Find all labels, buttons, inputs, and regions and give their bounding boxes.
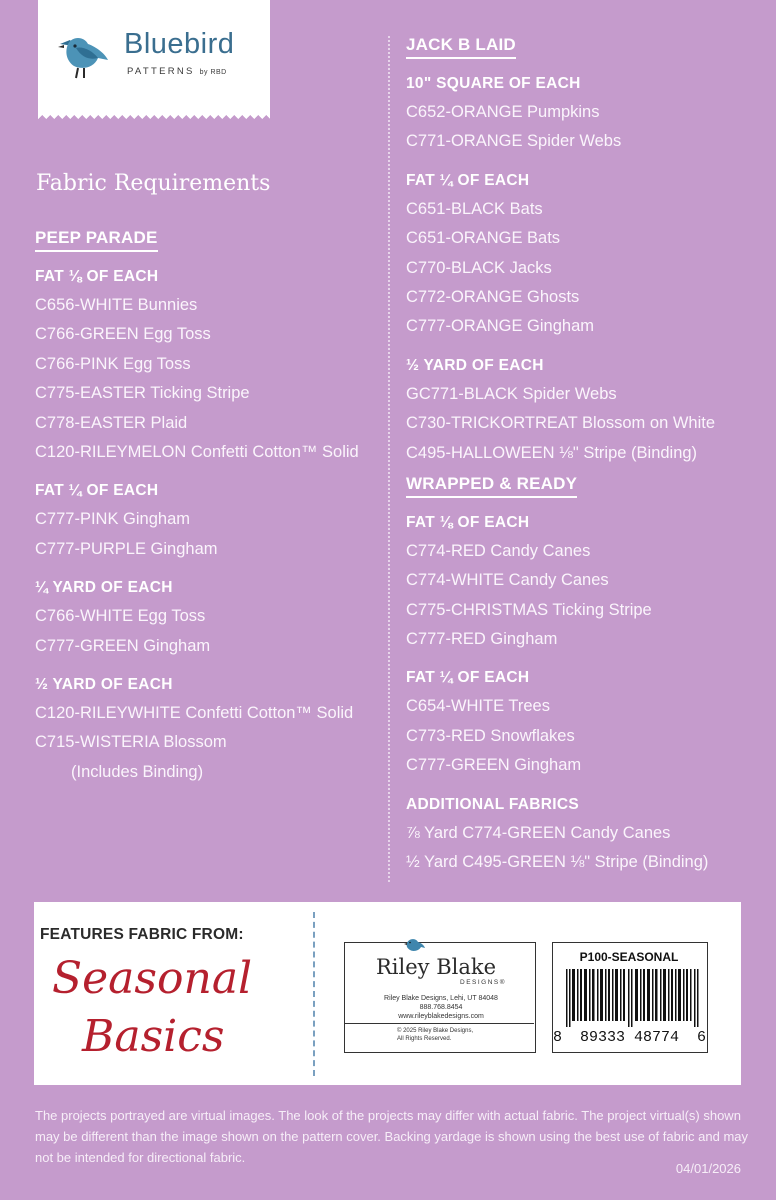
group-heading: ADDITIONAL FABRICS: [406, 795, 580, 813]
fabric-item: C120-RILEYWHITE Confetti Cotton™ Solid: [35, 703, 354, 722]
group-heading: FAT ¼ OF EACH: [406, 669, 530, 687]
group-quarter-yard: [35, 573, 359, 661]
fabric-item: C777-GREEN Gingham: [35, 636, 211, 655]
group-half-yard: [406, 351, 715, 468]
section-title-peep-parade: PEEP PARADE: [35, 228, 158, 252]
fabric-item: C775-CHRISTMAS Ticking Stripe: [406, 600, 652, 619]
group-heading: FAT ⅛ OF EACH: [35, 268, 159, 285]
brand-subtitle: [127, 66, 227, 77]
features-label: FEATURES FABRIC FROM:: [40, 926, 244, 943]
copyright-line-2: All Rights Reserved.: [397, 1036, 452, 1042]
fabric-item: C775-EASTER Ticking Stripe: [35, 384, 250, 403]
disclaimer-text: The projects portrayed are virtual images. The look of the projects may differ with actual fabric. The project virtual(s) shown may be different than the image shown on the pattern cover. Backing yardage is shown using the best use of fabric and may not be intended for directional fabric.: [35, 1108, 749, 1165]
fabric-item: C770-BLACK Jacks: [406, 258, 552, 277]
group-heading: FAT ⅛ OF EACH: [406, 513, 530, 531]
group-fat-eighth: [35, 262, 359, 467]
fabric-item: C495-HALLOWEEN ⅛" Stripe (Binding): [406, 443, 698, 462]
fabric-item: C766-GREEN Egg Toss: [35, 325, 211, 344]
bird-icon: [54, 26, 110, 82]
fabric-item: C777-PURPLE Gingham: [35, 539, 218, 558]
sku-label: P100-SEASONAL: [579, 950, 679, 964]
publisher-name: Riley Blake: [376, 955, 497, 979]
fabric-item: C778-EASTER Plaid: [35, 413, 188, 432]
publisher-copyright: [397, 1027, 473, 1043]
barcode-number: 8 89333 48774 6: [553, 1029, 707, 1046]
right-column: [406, 35, 715, 877]
fabric-item: C730-TRICKORTREAT Blossom on White: [406, 414, 716, 433]
group-half-yard: [35, 670, 359, 787]
column-divider: [388, 36, 390, 882]
publisher-contact: [356, 994, 526, 1021]
brand-logo-card: [38, 0, 270, 112]
publisher-box-separator: [344, 1023, 534, 1024]
collection-line-1: Seasonal: [52, 953, 253, 1004]
publisher-designs: DESIGNS®: [460, 979, 507, 986]
fabric-item: C651-ORANGE Bats: [406, 229, 561, 248]
group-additional-fabrics: [406, 790, 715, 878]
fabric-item: C651-BLACK Bats: [406, 199, 543, 218]
group-fat-quarter: [406, 663, 715, 780]
fabric-item: C777-ORANGE Gingham: [406, 317, 594, 336]
fabric-item: C774-WHITE Candy Canes: [406, 571, 609, 590]
fabric-item: C773-RED Snowflakes: [406, 726, 575, 745]
fabric-item: C777-GREEN Gingham: [406, 756, 582, 775]
group-fat-quarter: [35, 476, 359, 564]
group-heading: 10" SQUARE OF EACH: [406, 75, 581, 92]
section-title-jack-b-laid: JACK B LAID: [406, 35, 516, 59]
fabric-item: C774-RED Candy Canes: [406, 541, 591, 560]
group-fat-eighth: [406, 508, 715, 655]
brand-by-text: by RBD: [199, 69, 227, 76]
brand-sub-text: PATTERNS: [127, 66, 195, 77]
fabric-item: C777-PINK Gingham: [35, 510, 190, 529]
fabric-note: (Includes Binding): [71, 762, 204, 781]
copyright-line-1: © 2025 Riley Blake Designs,: [397, 1028, 474, 1034]
fabric-item: C715-WISTERIA Blossom: [35, 733, 227, 752]
fabric-item: C777-RED Gingham: [406, 630, 558, 649]
brand-name: Bluebird: [124, 28, 235, 60]
publisher-address: Riley Blake Designs, Lehi, UT 84048: [384, 995, 498, 1002]
page-title: Fabric Requirements: [36, 171, 271, 196]
fabric-item: C766-PINK Egg Toss: [35, 354, 191, 373]
fabric-item: C652-ORANGE Pumpkins: [406, 103, 600, 121]
left-column: [35, 228, 359, 787]
group-ten-inch-square: [406, 69, 715, 157]
fabric-item: ½ Yard C495-GREEN ⅛" Stripe (Binding): [406, 853, 709, 872]
publisher-phone: 888.768.8454: [419, 1004, 463, 1011]
fabric-item: C766-WHITE Egg Toss: [35, 607, 206, 626]
group-heading: ½ YARD OF EACH: [406, 356, 544, 374]
fabric-item: ⅞ Yard C774-GREEN Candy Canes: [406, 823, 671, 842]
collection-line-2: Basics: [82, 1011, 225, 1062]
fabric-item: C120-RILEYMELON Confetti Cotton™ Solid: [35, 442, 359, 461]
group-heading: ¼ YARD OF EACH: [35, 579, 173, 597]
section-title-wrapped-ready: WRAPPED & READY: [406, 474, 577, 498]
publisher-website: www.rileyblakedesigns.com: [398, 1013, 484, 1020]
print-date: 04/01/2026: [675, 1161, 741, 1176]
barcode-graphic: [566, 969, 702, 1027]
fabric-item: C656-WHITE Bunnies: [35, 296, 198, 314]
fabric-item: GC771-BLACK Spider Webs: [406, 384, 617, 403]
group-heading: FAT ¼ OF EACH: [35, 482, 159, 500]
fabric-item: C771-ORANGE Spider Webs: [406, 132, 622, 151]
fabric-item: C772-ORANGE Ghosts: [406, 287, 580, 306]
collection-logo: [52, 950, 252, 1066]
publisher-bird-icon: [404, 936, 426, 954]
group-heading: ½ YARD OF EACH: [35, 675, 173, 693]
group-fat-quarter: [406, 166, 715, 342]
panel-divider: [313, 912, 315, 1076]
group-heading: FAT ¼ OF EACH: [406, 171, 530, 189]
fabric-item: C654-WHITE Trees: [406, 697, 550, 716]
